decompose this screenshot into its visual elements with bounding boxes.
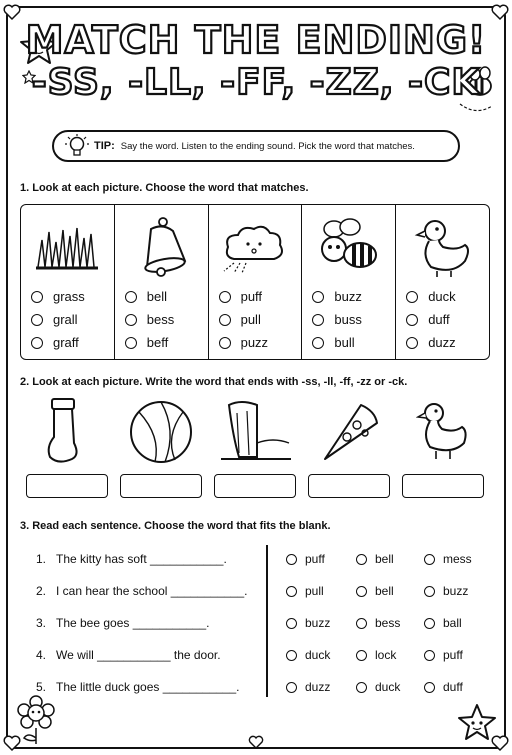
option-radio[interactable]: bell — [356, 552, 394, 566]
sentence-2: 2. I can hear the school ___________. — [36, 584, 248, 598]
part2-item-cliff — [208, 396, 302, 504]
option-radio[interactable]: lock — [356, 648, 396, 662]
tip-box — [52, 130, 460, 162]
part1-column-puff — [209, 205, 303, 359]
part2-heading: 2. Look at each picture. Write the word that ends with -ss, -ll, -ff, -zz or -ck. — [20, 376, 408, 388]
title-line-1: MATCH THE ENDING! — [25, 18, 487, 62]
flower-icon — [14, 694, 58, 746]
star-face-icon — [456, 702, 498, 742]
option-radio[interactable]: buzz — [312, 289, 361, 304]
option-radio[interactable]: buzz — [286, 616, 330, 630]
option-radio[interactable]: duck — [356, 680, 400, 694]
option-radio[interactable]: bess — [356, 616, 400, 630]
sentence-3: 3. The bee goes ___________. — [36, 616, 210, 630]
answer-box[interactable] — [402, 474, 484, 498]
cloud-puff-icon — [220, 219, 290, 275]
duck-icon — [416, 399, 470, 465]
option-radio[interactable]: puff — [219, 289, 262, 304]
part1-column-grass — [21, 205, 115, 359]
sentence-5: 5. The little duck goes ___________. — [36, 680, 240, 694]
option-radio[interactable]: grall — [31, 312, 78, 327]
option-radio[interactable]: buzz — [424, 584, 468, 598]
sentence-4: 4. We will ___________ the door. — [36, 648, 221, 662]
title-line-2: -SS, -LL, -FF, -ZZ, -CK — [31, 62, 481, 103]
answer-box[interactable] — [308, 474, 390, 498]
option-radio[interactable]: puff — [424, 648, 463, 662]
answer-box[interactable] — [214, 474, 296, 498]
option-radio[interactable]: graff — [31, 335, 79, 350]
bell-icon — [131, 215, 191, 279]
part2-item-sock — [20, 396, 114, 504]
part2-item-pizza — [302, 396, 396, 504]
tip-text: Say the word. Listen to the ending sound. Pick the word that matches. — [120, 140, 415, 152]
part3-heading: 3. Read each sentence. Choose the word that fits the blank. — [20, 520, 331, 532]
ball-icon — [125, 396, 197, 468]
option-radio[interactable]: pull — [219, 312, 261, 327]
answer-box[interactable] — [26, 474, 108, 498]
option-radio[interactable]: beff — [125, 335, 168, 350]
option-radio[interactable]: bell — [125, 289, 167, 304]
duck-icon — [413, 215, 473, 279]
option-radio[interactable]: duff — [424, 680, 463, 694]
grass-icon — [32, 222, 102, 272]
part2-item-ball — [114, 396, 208, 504]
part2-item-duck — [396, 396, 490, 504]
option-radio[interactable]: duzz — [406, 335, 455, 350]
cliff-icon — [217, 397, 293, 467]
lightbulb-icon — [64, 133, 90, 159]
part1-column-bell — [115, 205, 209, 359]
answer-box[interactable] — [120, 474, 202, 498]
option-radio[interactable]: ball — [424, 616, 462, 630]
heart-icon — [247, 733, 265, 751]
part1-column-buzz — [302, 205, 396, 359]
bee-icon — [316, 217, 382, 277]
part1-column-duck — [396, 205, 489, 359]
part1-grid — [20, 204, 490, 360]
pizza-icon — [317, 401, 381, 463]
option-radio[interactable]: mess — [424, 552, 472, 566]
divider-line — [266, 545, 268, 697]
tip-label: TIP: — [94, 140, 115, 152]
option-radio[interactable]: puzz — [219, 335, 268, 350]
option-radio[interactable]: duck — [406, 289, 455, 304]
option-radio[interactable]: bess — [125, 312, 174, 327]
option-radio[interactable]: duff — [406, 312, 449, 327]
option-radio[interactable]: bull — [312, 335, 354, 350]
option-radio[interactable]: bell — [356, 584, 394, 598]
part1-heading: 1. Look at each picture. Choose the word that matches. — [20, 182, 309, 194]
option-radio[interactable]: pull — [286, 584, 324, 598]
option-radio[interactable]: duck — [286, 648, 330, 662]
sock-icon — [42, 397, 92, 467]
option-radio[interactable]: duzz — [286, 680, 330, 694]
part2-row — [20, 396, 490, 504]
option-radio[interactable]: puff — [286, 552, 325, 566]
option-radio[interactable]: buss — [312, 312, 361, 327]
option-radio[interactable]: grass — [31, 289, 85, 304]
sentence-1: 1. The kitty has soft ___________. — [36, 552, 227, 566]
